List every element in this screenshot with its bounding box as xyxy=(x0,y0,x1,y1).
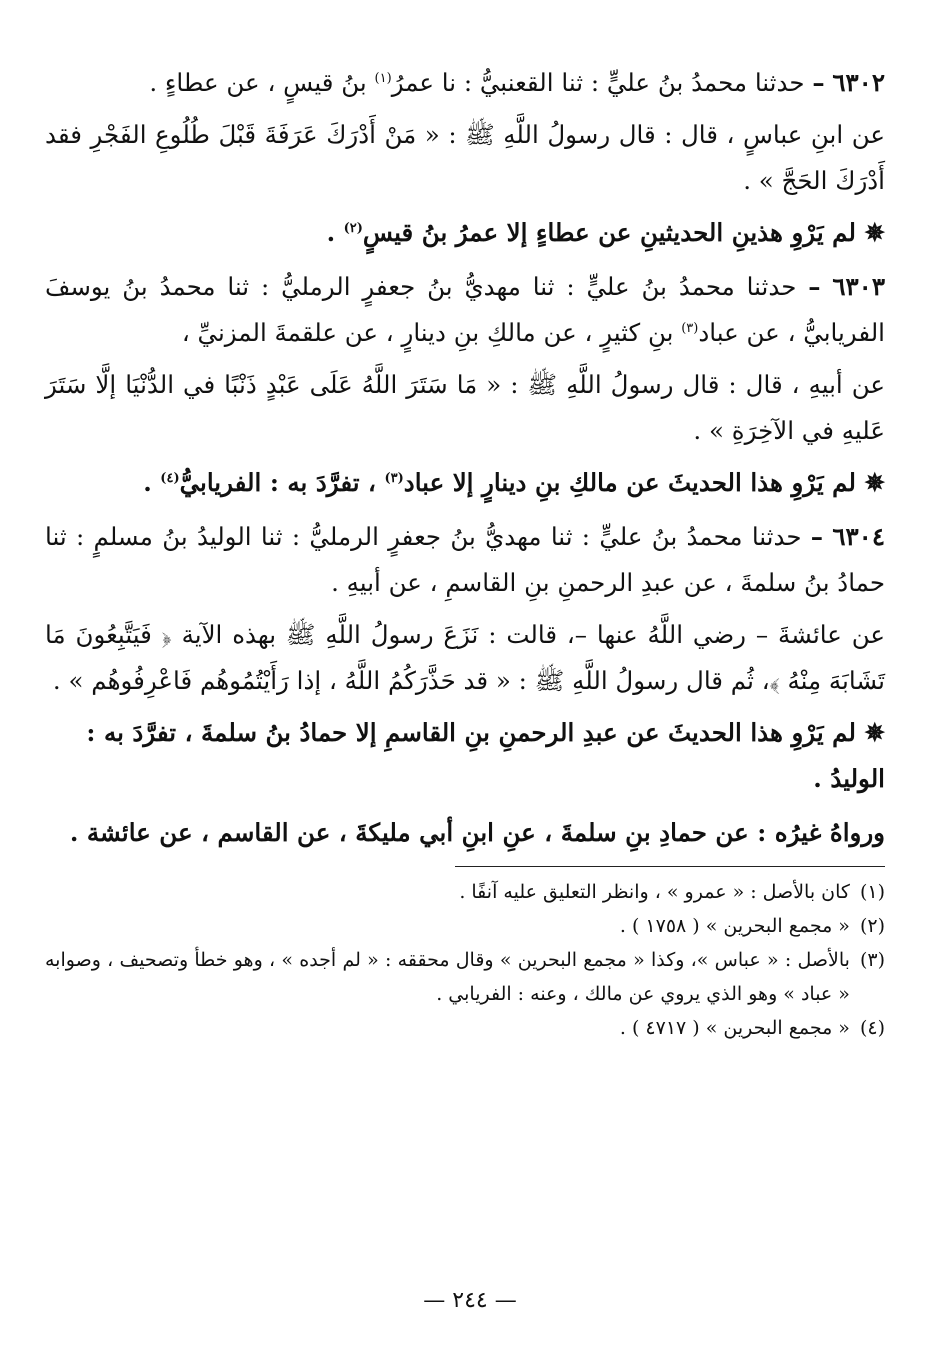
isnad-text: حدثنا محمدُ بنُ عليٍّ : ثنا القعنبيُّ : نا عمرُ xyxy=(391,68,805,97)
hadith-number: ٦٣٠٤ xyxy=(832,522,885,551)
footnote-number: (٢) xyxy=(859,915,885,937)
hadith-6303-chain xyxy=(45,264,885,356)
footnote-divider xyxy=(455,866,885,867)
note-text: ، تفرَّدَ به : الفريابيُّ xyxy=(179,468,376,497)
star-icon: ✵ xyxy=(864,718,885,747)
hadith-6302-note xyxy=(45,210,885,256)
isnad-text: حدثنا محمدُ بنُ عليٍّ : ثنا مهديُّ بنُ جعفرٍ الرمليُّ : ثنا محمدُ بنُ يوسفَ الفريابيُّ ، عن عباد xyxy=(45,272,885,347)
hadith-6304-chain xyxy=(45,514,885,606)
hadith-number: ٦٣٠٢ xyxy=(832,68,885,97)
hadith-6303-note xyxy=(45,460,885,506)
hadith-6303-matn: عن أبيهِ ، قال : قال رسولُ اللَّهِ ﷺ : « مَا سَتَرَ اللَّهُ عَلَى عَبْدٍ ذَنْبًا في الدُّنْيَا إلَّا سَتَرَ عَليهِ في الآخِرَةِ » . xyxy=(45,370,885,445)
dash: – xyxy=(812,68,825,97)
footnote-ref: (١) xyxy=(374,70,392,86)
isnad-text: بنُ قيسٍ ، عن عطاءٍ . xyxy=(149,68,367,97)
note-text: . xyxy=(326,218,344,247)
note-text: لم يَرْوِ هذينِ الحديثينِ عن عطاءٍ إلا عمرُ بنُ قيسٍ xyxy=(362,218,856,247)
footnote-text: « مجمع البحرين » ( ٤٧١٧ ) . xyxy=(619,1017,850,1039)
hadith-6304-matn: عن عائشةَ – رضي اللَّهُ عنها –، قالت : نَزَعَ رسولُ اللَّهِ ﷺ بهذه الآية ﴿ فَيَتَّبِعُونَ مَا تَشَابَهَ مِنْهُ ﴾، ثُم قال رسولُ اللَّهِ ﷺ : « قد حَذَّرَكُمُ اللَّهُ ، إذا رَأَيْتُمُوهُم فَاعْرِفُوهُم » . xyxy=(45,620,885,695)
footnote-ref: (٢) xyxy=(343,220,363,236)
isnad-text: بنِ كثيرٍ ، عن مالكِ بنِ دينارٍ ، عن علقمةَ المزنيِّ ، xyxy=(181,318,682,347)
footnote-2 xyxy=(45,909,885,943)
footnote-text: « مجمع البحرين » ( ١٧٥٨ ) . xyxy=(619,915,850,937)
note-text: لم يَرْوِ هذا الحديثَ عن مالكِ بنِ دينارٍ إلا عباد xyxy=(403,468,856,497)
hadith-6302-matn: عن ابنِ عباسٍ ، قال : قال رسولُ اللَّهِ ﷺ : « مَنْ أَدْرَكَ عَرَفَةَ قَبْلَ طُلُوعِ الفَجْرِ فقد أَدْرَكَ الحَجَّ » . xyxy=(45,120,885,195)
star-icon: ✵ xyxy=(864,218,885,247)
footnote-text: كان بالأصل : « عمرو » ، وانظر التعليق عليه آنفًا . xyxy=(459,881,850,903)
footnote-ref: (٤) xyxy=(160,470,180,486)
footnote-4 xyxy=(45,1011,885,1045)
footnote-3 xyxy=(45,943,885,1011)
footnote-number: (٤) xyxy=(859,1017,885,1039)
footnote-text: بالأصل : « عباس »، وكذا « مجمع البحرين » وقال محققه : « لم أجده » ، وهو خطأ وتصحيف ، وصوابه « عباد » وهو الذي يروي عن مالك ، وعنه : الفريابي . xyxy=(45,949,850,1005)
hadith-6304-note xyxy=(45,710,885,802)
footnote-number: (٣) xyxy=(859,949,885,971)
footnotes xyxy=(45,875,885,1045)
hadith-number: ٦٣٠٣ xyxy=(832,272,885,301)
note-text: . xyxy=(143,468,161,497)
page-number: — ٢٤٤ — xyxy=(423,1288,517,1313)
note-text: لم يَرْوِ هذا الحديثَ عن عبدِ الرحمنِ بنِ القاسمِ إلا حمادُ بنُ سلمةَ ، تفرَّدَ به : الوليدُ . xyxy=(86,718,885,793)
hadith-6302-chain xyxy=(45,60,885,106)
isnad-text: حدثنا محمدُ بنُ عليٍّ : ثنا مهديُّ بنُ جعفرٍ الرمليُّ : ثنا الوليدُ بنُ مسلمٍ : ثنا حمادُ بنُ سلمةَ ، عن عبدِ الرحمنِ بنِ القاسمِ ، عن أبيهِ . xyxy=(45,522,885,597)
dash: – xyxy=(808,272,821,301)
dash: – xyxy=(810,522,824,551)
footnote-1 xyxy=(45,875,885,909)
star-icon: ✵ xyxy=(864,468,885,497)
hadith-6304-other-narration: ورواهُ غيرُه : عن حمادِ بنِ سلمةَ ، عنِ ابنِ أبي مليكةَ ، عن القاسم ، عن عائشة . xyxy=(69,818,885,847)
footnote-number: (١) xyxy=(859,881,885,903)
footnote-ref: (٣) xyxy=(681,320,699,336)
footnote-ref: (٣) xyxy=(384,470,404,486)
